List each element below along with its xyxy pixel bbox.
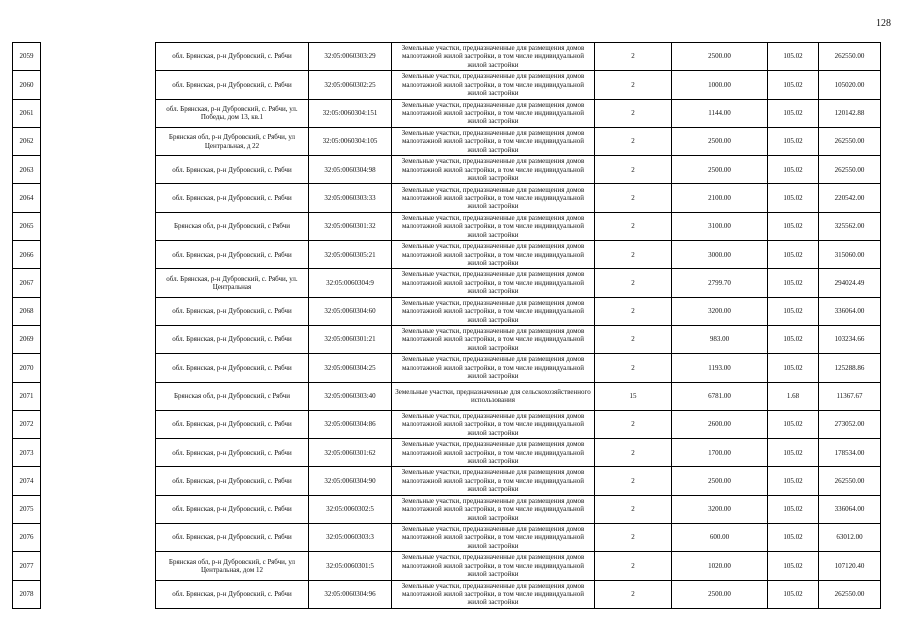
row-number-cell: 2061: [13, 99, 41, 127]
area-cell: 6781.00: [672, 382, 768, 410]
specific-value-cell: 105.02: [768, 580, 819, 608]
land-category-cell: Земельные участки, предназначенные для размещения домов малоэтажной жилой застройки, в том числе индивидуальной жилой застройки: [392, 269, 595, 297]
area-cell: 983.00: [672, 325, 768, 353]
group-code-cell: 2: [595, 297, 672, 325]
area-cell: 2500.00: [672, 580, 768, 608]
blank-cell: [41, 127, 156, 155]
land-category-cell: Земельные участки, предназначенные для размещения домов малоэтажной жилой застройки, в том числе индивидуальной жилой застройки: [392, 156, 595, 184]
row-number-cell: 2072: [13, 410, 41, 438]
specific-value-cell: 105.02: [768, 467, 819, 495]
land-category-cell: Земельные участки, предназначенные для размещения домов малоэтажной жилой застройки, в том числе индивидуальной жилой застройки: [392, 71, 595, 99]
blank-cell: [41, 439, 156, 467]
group-code-cell: 2: [595, 127, 672, 155]
specific-value-cell: 105.02: [768, 43, 819, 71]
cadastral-number-cell: 32:05:0060304:98: [309, 156, 392, 184]
area-cell: 1000.00: [672, 71, 768, 99]
table-row: [13, 495, 881, 523]
blank-cell: [41, 241, 156, 269]
table-row: [13, 297, 881, 325]
table-row: [13, 184, 881, 212]
specific-value-cell: 105.02: [768, 184, 819, 212]
land-category-cell: Земельные участки, предназначенные для размещения домов малоэтажной жилой застройки, в том числе индивидуальной жилой застройки: [392, 99, 595, 127]
address-cell: обл. Брянская, р-н Дубровский, с. Рябчи: [156, 71, 309, 99]
row-number-cell: 2078: [13, 580, 41, 608]
table-row: [13, 71, 881, 99]
specific-value-cell: 105.02: [768, 99, 819, 127]
address-cell: обл. Брянская, р-н Дубровский, с. Рябчи: [156, 410, 309, 438]
specific-value-cell: 105.02: [768, 269, 819, 297]
address-cell: обл. Брянская, р-н Дубровский, с. Рябчи: [156, 580, 309, 608]
cadastral-value-cell: 294024.49: [819, 269, 881, 297]
cadastral-number-cell: 32:05:0060301:21: [309, 325, 392, 353]
specific-value-cell: 105.02: [768, 495, 819, 523]
row-number-cell: 2060: [13, 71, 41, 99]
area-cell: 3200.00: [672, 495, 768, 523]
cadastral-value-cell: 262550.00: [819, 156, 881, 184]
land-category-cell: Земельные участки, предназначенные для размещения домов малоэтажной жилой застройки, в том числе индивидуальной жилой застройки: [392, 184, 595, 212]
area-cell: 2500.00: [672, 127, 768, 155]
group-code-cell: 15: [595, 382, 672, 410]
group-code-cell: 2: [595, 524, 672, 552]
group-code-cell: 2: [595, 552, 672, 580]
table-row: [13, 127, 881, 155]
specific-value-cell: 105.02: [768, 410, 819, 438]
group-code-cell: 2: [595, 43, 672, 71]
land-category-cell: Земельные участки, предназначенные для размещения домов малоэтажной жилой застройки, в том числе индивидуальной жилой застройки: [392, 43, 595, 71]
group-code-cell: 2: [595, 212, 672, 240]
table-row: [13, 382, 881, 410]
specific-value-cell: 105.02: [768, 439, 819, 467]
specific-value-cell: 105.02: [768, 524, 819, 552]
cadastral-value-cell: 325562.00: [819, 212, 881, 240]
blank-cell: [41, 382, 156, 410]
row-number-cell: 2071: [13, 382, 41, 410]
row-number-cell: 2076: [13, 524, 41, 552]
table-row: [13, 552, 881, 580]
address-cell: обл. Брянская, р-н Дубровский, с. Рябчи: [156, 524, 309, 552]
cadastral-value-cell: 273052.00: [819, 410, 881, 438]
cadastral-value-cell: 63012.00: [819, 524, 881, 552]
cadastral-value-cell: 11367.67: [819, 382, 881, 410]
specific-value-cell: 1.68: [768, 382, 819, 410]
blank-cell: [41, 269, 156, 297]
table-row: [13, 439, 881, 467]
land-category-cell: Земельные участки, предназначенные для размещения домов малоэтажной жилой застройки, в том числе индивидуальной жилой застройки: [392, 241, 595, 269]
land-category-cell: Земельные участки, предназначенные для размещения домов малоэтажной жилой застройки, в том числе индивидуальной жилой застройки: [392, 580, 595, 608]
land-category-cell: Земельные участки, предназначенные для размещения домов малоэтажной жилой застройки, в том числе индивидуальной жилой застройки: [392, 439, 595, 467]
cadastral-number-cell: 32:05:0060304:90: [309, 467, 392, 495]
table-row: [13, 156, 881, 184]
specific-value-cell: 105.02: [768, 354, 819, 382]
group-code-cell: 2: [595, 269, 672, 297]
group-code-cell: 2: [595, 241, 672, 269]
cadastral-number-cell: 32:05:0060304:96: [309, 580, 392, 608]
table-row: [13, 524, 881, 552]
cadastral-number-cell: 32:05:0060304:9: [309, 269, 392, 297]
cadastral-value-cell: 315060.00: [819, 241, 881, 269]
cadastral-number-cell: 32:05:0060303:33: [309, 184, 392, 212]
cadastral-value-cell: 220542.00: [819, 184, 881, 212]
group-code-cell: 2: [595, 439, 672, 467]
row-number-cell: 2075: [13, 495, 41, 523]
table-row: [13, 354, 881, 382]
area-cell: 1144.00: [672, 99, 768, 127]
specific-value-cell: 105.02: [768, 241, 819, 269]
area-cell: 1193.00: [672, 354, 768, 382]
group-code-cell: 2: [595, 156, 672, 184]
cadastral-value-cell: 125288.86: [819, 354, 881, 382]
table-row: [13, 99, 881, 127]
blank-cell: [41, 410, 156, 438]
specific-value-cell: 105.02: [768, 156, 819, 184]
area-cell: 2799.70: [672, 269, 768, 297]
address-cell: обл. Брянская, р-н Дубровский, с. Рябчи: [156, 297, 309, 325]
address-cell: обл. Брянская, р-н Дубровский, с. Рябчи: [156, 467, 309, 495]
specific-value-cell: 105.02: [768, 71, 819, 99]
area-cell: 3000.00: [672, 241, 768, 269]
cadastral-number-cell: 32:05:0060304:60: [309, 297, 392, 325]
area-cell: 1020.00: [672, 552, 768, 580]
row-number-cell: 2065: [13, 212, 41, 240]
area-cell: 600.00: [672, 524, 768, 552]
cadastral-number-cell: 32:05:0060302:25: [309, 71, 392, 99]
address-cell: обл. Брянская, р-н Дубровский, с. Рябчи: [156, 156, 309, 184]
row-number-cell: 2066: [13, 241, 41, 269]
cadastral-value-cell: 105020.00: [819, 71, 881, 99]
area-cell: 2500.00: [672, 467, 768, 495]
address-cell: обл. Брянская, р-н Дубровский, с. Рябчи: [156, 495, 309, 523]
address-cell: обл. Брянская, р-н Дубровский, с. Рябчи: [156, 241, 309, 269]
specific-value-cell: 105.02: [768, 212, 819, 240]
address-cell: обл. Брянская, р-н Дубровский, с. Рябчи, ул. Центральная: [156, 269, 309, 297]
area-cell: 2600.00: [672, 410, 768, 438]
specific-value-cell: 105.02: [768, 325, 819, 353]
cadastral-number-cell: 32:05:0060304:25: [309, 354, 392, 382]
group-code-cell: 2: [595, 71, 672, 99]
row-number-cell: 2059: [13, 43, 41, 71]
land-category-cell: Земельные участки, предназначенные для размещения домов малоэтажной жилой застройки, в том числе индивидуальной жилой застройки: [392, 325, 595, 353]
address-cell: обл. Брянская, р-н Дубровский, с. Рябчи: [156, 439, 309, 467]
row-number-cell: 2077: [13, 552, 41, 580]
address-cell: Брянская обл, р-н Дубровский, с Рябчи: [156, 382, 309, 410]
address-cell: обл. Брянская, р-н Дубровский, с. Рябчи: [156, 43, 309, 71]
group-code-cell: 2: [595, 184, 672, 212]
blank-cell: [41, 524, 156, 552]
table-row: [13, 212, 881, 240]
group-code-cell: 2: [595, 410, 672, 438]
row-number-cell: 2069: [13, 325, 41, 353]
row-number-cell: 2074: [13, 467, 41, 495]
address-cell: обл. Брянская, р-н Дубровский, с. Рябчи: [156, 354, 309, 382]
area-cell: 2100.00: [672, 184, 768, 212]
cadastral-number-cell: 32:05:0060304:86: [309, 410, 392, 438]
cadastral-number-cell: 32:05:0060301:32: [309, 212, 392, 240]
cadastral-value-cell: 262550.00: [819, 580, 881, 608]
land-category-cell: Земельные участки, предназначенные для размещения домов малоэтажной жилой застройки, в том числе индивидуальной жилой застройки: [392, 127, 595, 155]
land-plots-table: [12, 42, 881, 609]
table-row: [13, 467, 881, 495]
cadastral-value-cell: 336064.00: [819, 297, 881, 325]
blank-cell: [41, 184, 156, 212]
land-category-cell: Земельные участки, предназначенные для размещения домов малоэтажной жилой застройки, в том числе индивидуальной жилой застройки: [392, 467, 595, 495]
specific-value-cell: 105.02: [768, 127, 819, 155]
blank-cell: [41, 71, 156, 99]
group-code-cell: 2: [595, 467, 672, 495]
row-number-cell: 2062: [13, 127, 41, 155]
cadastral-number-cell: 32:05:0060304:151: [309, 99, 392, 127]
table-row: [13, 43, 881, 71]
address-cell: обл. Брянская, р-н Дубровский, с. Рябчи: [156, 184, 309, 212]
land-category-cell: Земельные участки, предназначенные для размещения домов малоэтажной жилой застройки, в том числе индивидуальной жилой застройки: [392, 410, 595, 438]
table-row: [13, 580, 881, 608]
cadastral-value-cell: 262550.00: [819, 467, 881, 495]
cadastral-number-cell: 32:05:0060302:5: [309, 495, 392, 523]
address-cell: Брянская обл, р-н Дубровский, с Рябчи: [156, 212, 309, 240]
area-cell: 2500.00: [672, 156, 768, 184]
cadastral-value-cell: 262550.00: [819, 127, 881, 155]
blank-cell: [41, 552, 156, 580]
cadastral-value-cell: 107120.40: [819, 552, 881, 580]
group-code-cell: 2: [595, 354, 672, 382]
land-category-cell: Земельные участки, предназначенные для размещения домов малоэтажной жилой застройки, в том числе индивидуальной жилой застройки: [392, 524, 595, 552]
row-number-cell: 2064: [13, 184, 41, 212]
row-number-cell: 2063: [13, 156, 41, 184]
table-row: [13, 241, 881, 269]
cadastral-value-cell: 178534.00: [819, 439, 881, 467]
address-cell: обл. Брянская, р-н Дубровский, с. Рябчи, ул. Победы, дом 13, кв.1: [156, 99, 309, 127]
address-cell: Брянская обл, р-н Дубровский, с Рябчи, ул Центральная, дом 12: [156, 552, 309, 580]
page-number: 128: [876, 18, 891, 29]
blank-cell: [41, 325, 156, 353]
cadastral-number-cell: 32:05:0060303:3: [309, 524, 392, 552]
cadastral-value-cell: 120142.88: [819, 99, 881, 127]
land-category-cell: Земельные участки, предназначенные для размещения домов малоэтажной жилой застройки, в том числе индивидуальной жилой застройки: [392, 552, 595, 580]
cadastral-number-cell: 32:05:0060303:40: [309, 382, 392, 410]
area-cell: 3100.00: [672, 212, 768, 240]
cadastral-value-cell: 262550.00: [819, 43, 881, 71]
blank-cell: [41, 43, 156, 71]
blank-cell: [41, 354, 156, 382]
group-code-cell: 2: [595, 99, 672, 127]
land-category-cell: Земельные участки, предназначенные для размещения домов малоэтажной жилой застройки, в том числе индивидуальной жилой застройки: [392, 495, 595, 523]
table-row: [13, 325, 881, 353]
blank-cell: [41, 99, 156, 127]
blank-cell: [41, 467, 156, 495]
cadastral-number-cell: 32:05:0060304:105: [309, 127, 392, 155]
row-number-cell: 2070: [13, 354, 41, 382]
row-number-cell: 2068: [13, 297, 41, 325]
address-cell: Брянская обл, р-н Дубровский, с Рябчи, ул Центральная, д 22: [156, 127, 309, 155]
table-body: [13, 43, 881, 609]
group-code-cell: 2: [595, 580, 672, 608]
blank-cell: [41, 580, 156, 608]
row-number-cell: 2073: [13, 439, 41, 467]
area-cell: 2500.00: [672, 43, 768, 71]
area-cell: 3200.00: [672, 297, 768, 325]
area-cell: 1700.00: [672, 439, 768, 467]
land-category-cell: Земельные участки, предназначенные для сельскохозяйственного использования: [392, 382, 595, 410]
group-code-cell: 2: [595, 325, 672, 353]
land-category-cell: Земельные участки, предназначенные для размещения домов малоэтажной жилой застройки, в том числе индивидуальной жилой застройки: [392, 297, 595, 325]
row-number-cell: 2067: [13, 269, 41, 297]
group-code-cell: 2: [595, 495, 672, 523]
blank-cell: [41, 212, 156, 240]
land-category-cell: Земельные участки, предназначенные для размещения домов малоэтажной жилой застройки, в том числе индивидуальной жилой застройки: [392, 212, 595, 240]
address-cell: обл. Брянская, р-н Дубровский, с. Рябчи: [156, 325, 309, 353]
cadastral-value-cell: 336064.00: [819, 495, 881, 523]
cadastral-number-cell: 32:05:0060301:62: [309, 439, 392, 467]
cadastral-number-cell: 32:05:0060301:5: [309, 552, 392, 580]
specific-value-cell: 105.02: [768, 297, 819, 325]
table-row: [13, 269, 881, 297]
table-row: [13, 410, 881, 438]
blank-cell: [41, 495, 156, 523]
land-category-cell: Земельные участки, предназначенные для размещения домов малоэтажной жилой застройки, в том числе индивидуальной жилой застройки: [392, 354, 595, 382]
blank-cell: [41, 156, 156, 184]
cadastral-value-cell: 103234.66: [819, 325, 881, 353]
specific-value-cell: 105.02: [768, 552, 819, 580]
cadastral-number-cell: 32:05:0060305:21: [309, 241, 392, 269]
blank-cell: [41, 297, 156, 325]
cadastral-number-cell: 32:05:0060303:29: [309, 43, 392, 71]
